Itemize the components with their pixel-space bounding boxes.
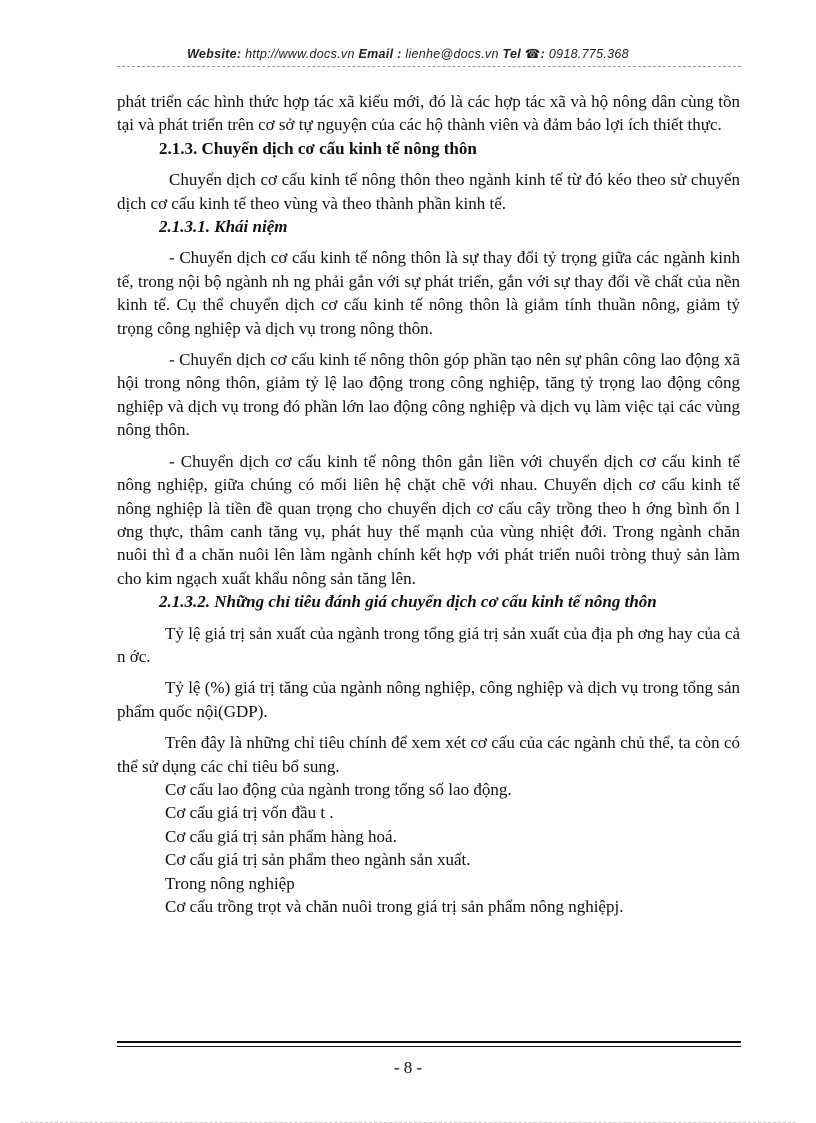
list-item: Trong nông nghiệp [165, 873, 295, 893]
footer-divider-thick [117, 1041, 741, 1043]
tel-value: 0918.775.368 [545, 47, 629, 61]
list-item: Cơ cấu trồng trọt và chăn nuôi trong giá trị sản phẩm nông nghiệpj. [165, 897, 624, 916]
paragraph-concept-1: - Chuyển dịch cơ cấu kinh tế nông thôn là sự thay đổi tỷ trọng giữa các ngành kinh tế, trong nội bộ ngành nh ng phải gắn với sự phát triển, gắn với sự thay đổi về chất của nền kinh tế. Cụ thể chuyển dịch cơ cấu kinh tế nông thôn là giảm tính thuần nông, giảm tỷ trọng công nghiệp và dịch vụ trong nông thôn. [117, 248, 740, 338]
heading-2-1-3: 2.1.3. Chuyển dịch cơ cấu kinh tế nông thôn [159, 138, 477, 158]
website-label: Website: [187, 47, 242, 61]
list-item: Cơ cấu giá trị sản phẩm hàng hoá. [165, 826, 397, 846]
list-item: Cơ cấu giá trị vốn đầu t . [165, 803, 334, 823]
list-item: Cơ cấu giá trị sản phẩm theo ngành sản xuất. [165, 850, 471, 870]
heading-2-1-3-1: 2.1.3.1. Khái niệm [159, 217, 288, 237]
page-number: - 8 - [393, 1058, 423, 1077]
heading-2-1-3-2: 2.1.3.2. Những chỉ tiêu đánh giá chuyển dịch cơ cấu kinh tế nông thôn [159, 592, 657, 612]
page-header [0, 46, 816, 61]
header-divider [117, 66, 741, 67]
paragraph-overview: Chuyển dịch cơ cấu kinh tế nông thôn theo ngành kinh tế từ đó kéo theo sử chuyển dịch cơ cấu kinh tế theo vùng và theo thành phần kinh tế. [117, 170, 740, 213]
email-label: Email : [358, 47, 402, 61]
paragraph-indicator-1: Tỷ lệ giá trị sản xuất của ngành trong tổng giá trị sản xuất của địa ph ơng hay của cả n ớc. [117, 623, 740, 666]
document-body [117, 90, 740, 918]
paragraph-concept-3: - Chuyển dịch cơ cấu kinh tế nông thôn gắn liền với chuyển dịch cơ cấu kinh tế nông nghiệp, giữa chúng có mối liên hệ chặt chẽ với nhau. Chuyển dịch cơ cấu kinh tế nông nghiệp là tiền đề quan trọng cho chuyển dịch cơ cấu cây trồng theo h ớng bình ổn l ơng thực, thâm canh tăng vụ, phát huy thế mạnh của vùng nhiệt đới. Trong ngành chăn nuôi thì đ a chăn nuôi lên làm ngành chính kết hợp với phát triển nuôi tròng thuỷ sản làm cho kim ngạch xuất khẩu nông sản tăng lên. [117, 451, 740, 588]
paragraph-concept-2: - Chuyển dịch cơ cấu kinh tế nông thôn góp phần tạo nên sự phân công lao động xã hội trong nông thôn, giảm tỷ lệ lao động trong công nghiệp, tăng tỷ trọng lao động công nghiệp và dịch vụ trong đó phần lớn lao động công nghiệp và dịch vụ làm việc tại các vùng nông thôn. [117, 350, 740, 440]
list-item: Cơ cấu lao động của ngành trong tổng số lao động. [165, 779, 512, 799]
footer-divider-thin [117, 1046, 741, 1047]
paragraph-indicator-3: Trên đây là những chỉ tiêu chính để xem xét cơ cấu của các ngành chủ thể, ta còn có thể sử dụng các chỉ tiêu bổ sung. [117, 733, 740, 776]
paragraph-intro: phát triển các hình thức hợp tác xã kiểu mới, đó là các hợp tác xã và hộ nông dân cùng tồn tại và phát triển trên cơ sở tự nguyện của các hộ thành viên và đảm bảo lợi ích thiết thực. [117, 92, 740, 135]
tel-label: Tel ☎: [502, 47, 546, 61]
paragraph-indicator-2: Tỷ lệ (%) giá trị tăng của ngành nông nghiệp, công nghiệp và dịch vụ trong tổng sản phẩm quốc nội(GDP). [117, 678, 740, 721]
email-value: lienhe@docs.vn [401, 47, 503, 61]
website-url: http://www.docs.vn [241, 47, 359, 61]
